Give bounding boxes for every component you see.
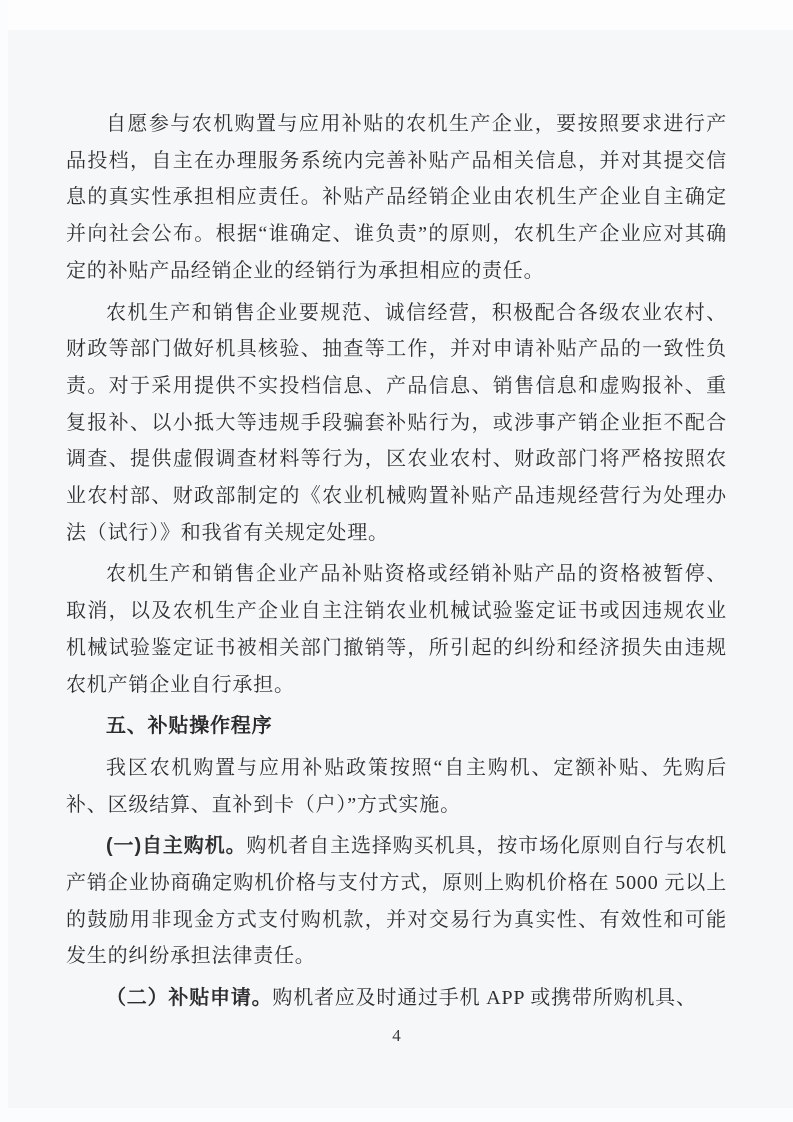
- scan-edge-bottom: [0, 1108, 793, 1122]
- paragraph-item-1-self-purchase: [66, 828, 727, 975]
- item-2-lead-label: （二）补贴申请。: [106, 987, 273, 1010]
- item-1-body-text: 购机者自主选择购买机具，按市场化原则自行与农机产销企业协商确定购机价格与支付方式，原则上购机价格在 5000 元以上的鼓励用非现金方式支付购机款，并对交易行为真实性、有效性和可能发生的纠纷承担法律责任。: [66, 835, 727, 968]
- page-number: 4: [392, 1026, 401, 1045]
- document-body: [66, 106, 727, 1022]
- paragraph-policy-implementation-mode: 我区农机购置与应用补贴政策按照“自主购机、定额补贴、先购后补、区级结算、直补到卡（户）”方式实施。: [66, 756, 727, 816]
- item-2-body-text: 购机者应及时通过手机 APP 或携带所购机具、: [272, 987, 697, 1010]
- section-heading-subsidy-procedure: 五、补贴操作程序: [106, 715, 273, 738]
- paragraph-producer-filing-responsibility: 自愿参与农机购置与应用补贴的农机生产企业，要按照要求进行产品投档，自主在办理服务系统内完善补贴产品相关信息，并对其提交信息的真实性承担相应责任。补贴产品经销企业由农机生产企业自主确定并向社会公布。根据“谁确定、谁负责”的原则，农机生产企业应对其确定的补贴产品经销企业的经销行为承担相应的责任。: [66, 113, 727, 282]
- scan-edge-left: [0, 0, 8, 1122]
- paragraph-compliance-and-violation-handling: 农机生产和销售企业要规范、诚信经营，积极配合各级农业农村、财政等部门做好机具核验、抽查等工作，并对申请补贴产品的一致性负责。对于采用提供不实投档信息、产品信息、销售信息和虚购报补、重复报补、以小抵大等违规手段骗套补贴行为，或涉事产销企业拒不配合调查、提供虚假调查材料等行为，区农业农村、财政部门将严格按照农业农村部、财政部制定的《农业机械购置补贴产品违规经营行为处理办法（试行）》和我省有关规定处理。: [66, 301, 727, 544]
- scan-edge-top: [0, 0, 793, 30]
- item-1-lead-label: (一)自主购机。: [106, 835, 247, 858]
- paragraph-item-2-subsidy-application: [66, 980, 727, 1017]
- paragraph-qualification-suspension-liability: 农机生产和销售企业产品补贴资格或经销补贴产品的资格被暂停、取消，以及农机生产企业自主注销农业机械试验鉴定证书或因违规农业机械试验鉴定证书被相关部门撤销等，所引起的纠纷和经济损失由违规农机产销企业自行承担。: [66, 563, 727, 696]
